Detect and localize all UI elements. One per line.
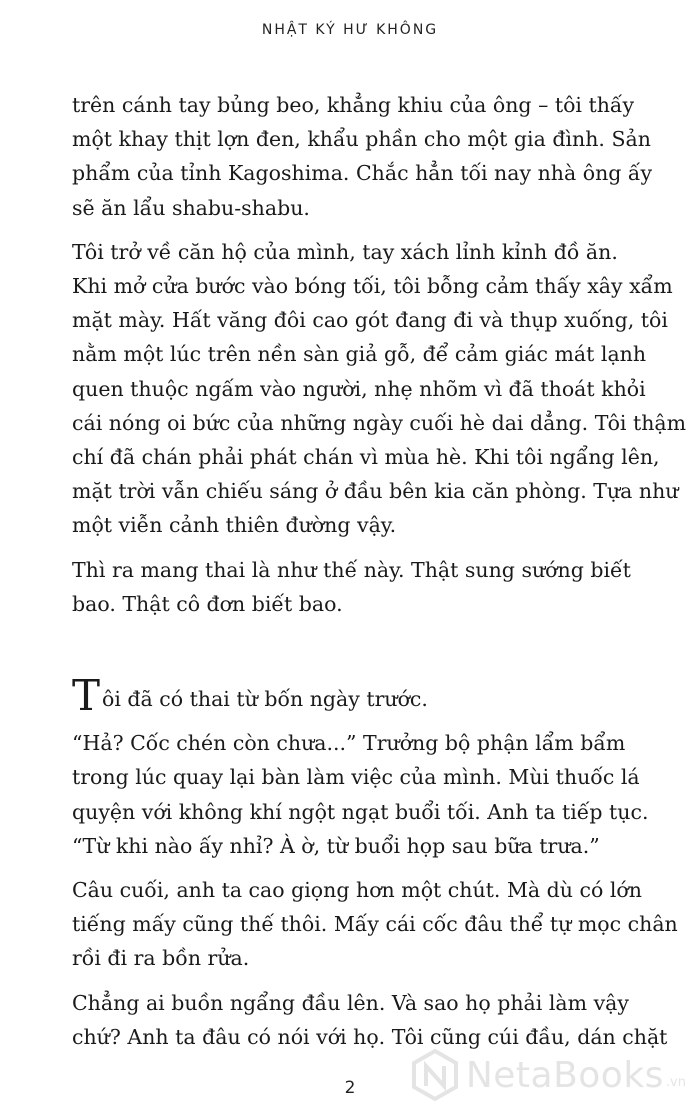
page-body [72, 88, 687, 1064]
text-line: “Từ khi nào ấy nhỉ? À ờ, từ buổi họp sau bữa trưa.” [72, 833, 600, 858]
text-line: một viễn cảnh thiên đường vậy. [72, 513, 397, 538]
page-number: 2 [344, 1078, 356, 1098]
text-line: rồi đi ra bồn rửa. [72, 946, 250, 971]
text-line: quen thuộc ngấm vào người, nhẹ nhõm vì đã thoát khỏi [72, 376, 646, 401]
dropcap-rest: ôi đã có thai từ bốn ngày trước. [102, 687, 428, 712]
paragraph-1 [72, 88, 653, 225]
watermark-brand: NetaBooks [465, 1054, 664, 1096]
paragraph-6 [72, 873, 678, 976]
paragraph-4-dropcap [72, 671, 632, 721]
drop-cap: T [72, 671, 101, 721]
text-line [72, 671, 632, 721]
text-line: phẩm của tỉnh Kagoshima. Chắc hẳn tối nay nhà ông ấy [72, 161, 653, 186]
text-line: bao. Thật cô đơn biết bao. [72, 591, 343, 616]
watermark-tld: .vn [665, 1074, 686, 1090]
paragraph-5 [72, 726, 649, 863]
text-line: trong lúc quay lại bàn làm việc của mình. Mùi thuốc lá [72, 765, 640, 790]
text-line: trên cánh tay bủng beo, khẳng khiu của ông – tôi thấy [72, 93, 635, 117]
text-line: Câu cuối, anh ta cao giọng hơn một chút. Mà dù có lớn [72, 878, 642, 903]
text-line: Tôi trở về căn hộ của mình, tay xách lỉnh kỉnh đồ ăn. [72, 239, 618, 264]
text-line: “Hả? Cốc chén còn chưa...” Trưởng bộ phận lẩm bẩm [72, 731, 626, 756]
netabooks-logo-icon [408, 1048, 462, 1102]
text-line: tiếng mấy cũng thế thôi. Mấy cái cốc đâu thể tự mọc chân [72, 912, 678, 937]
text-line: một khay thịt lợn đen, khẩu phần cho một gia đình. Sản [72, 127, 651, 152]
text-line: chứ? Anh ta đâu có nói với họ. Tôi cũng cúi đầu, dán chặt [72, 1024, 668, 1049]
text-line: chí đã chán phải phát chán vì mùa hè. Khi tôi ngẩng lên, [72, 445, 660, 470]
running-header: NHẬT KÝ HƯ KHÔNG [261, 22, 439, 38]
paragraph-2 [72, 235, 687, 543]
text-line: Khi mở cửa bước vào bóng tối, tôi bỗng cảm thấy xây xẩm [72, 274, 673, 299]
text-line: mặt mày. Hất văng đôi cao gót đang đi và thụp xuống, tôi [72, 308, 668, 333]
watermark [408, 1048, 686, 1102]
text-line: quyện với không khí ngột ngạt buổi tối. Anh ta tiếp tục. [72, 799, 649, 824]
text-line: nằm một lúc trên nền sàn giả gỗ, để cảm giác mát lạnh [72, 342, 647, 367]
text-line: cái nóng oi bức của những ngày cuối hè dai dẳng. Tôi thậm [72, 410, 687, 435]
text-line: Thì ra mang thai là như thế này. Thật sung sướng biết [72, 557, 631, 582]
section-break [72, 631, 632, 679]
paragraph-7 [72, 986, 668, 1054]
text-line: mặt trời vẫn chiếu sáng ở đầu bên kia căn phòng. Tựa như [72, 479, 679, 504]
text-line: sẽ ăn lẩu shabu-shabu. [72, 195, 310, 220]
text-line: Chẳng ai buồn ngẩng đầu lên. Và sao họ phải làm vậy [72, 990, 629, 1015]
paragraph-3 [72, 553, 632, 621]
